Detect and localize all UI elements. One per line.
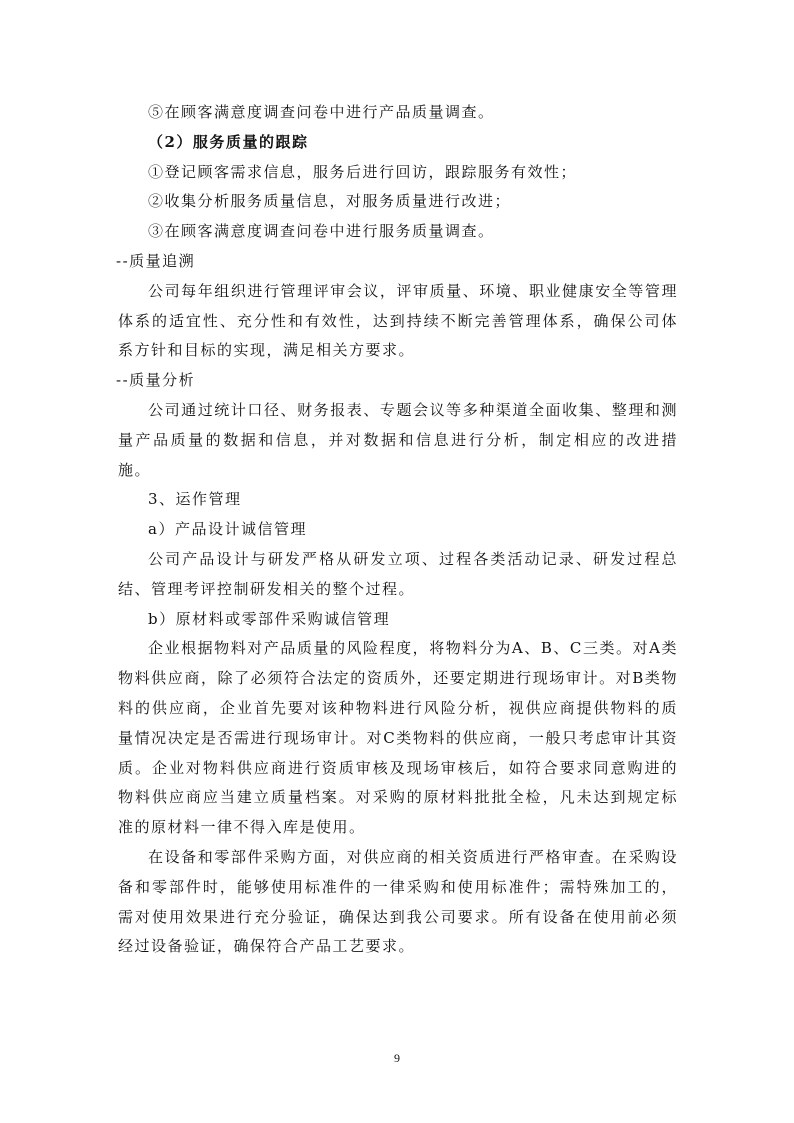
paragraph: 企业根据物料对产品质量的风险程度，将物料分为A、B、C三类。对A类物料供应商，除了必须符合法定的资质外，还要定期进行现场审计。对B类物料的供应商，企业首先要对该种物料进行风险分析，视供应商提供物料的质量情况决定是否需进行现场审计。对C类物料的供应商，一般只考虑审计其资质。企业对物料供应商进行资质审核及现场审核后，如符合要求同意购进的物料供应商应当建立质量档案。对采购的原材料批批全检，凡未达到规定标准的原材料一律不得入库是使用。: [118, 639, 678, 837]
paragraph: ①登记顾客需求信息，服务后进行回访，跟踪服务有效性；: [148, 162, 578, 181]
paragraph: 公司每年组织进行管理评审会议，评审质量、环境、职业健康安全等管理体系的适宜性、充分性和有效性，达到持续不断完善管理体系，确保公司体系方针和目标的实现，满足相关方要求。: [118, 281, 678, 360]
section-heading: 3、运作管理: [148, 490, 242, 509]
paragraph: ③在顾客满意度调查问卷中进行服务质量调查。: [148, 222, 495, 241]
document-body: [118, 98, 678, 962]
paragraph: ⑤在顾客满意度调查问卷中进行产品质量调查。: [148, 103, 495, 121]
subsection-label: --质量追溯: [116, 251, 196, 270]
paragraph: 公司产品设计与研发严格从研发立项、过程各类活动记录、研发过程总结、管理考评控制研发相关的整个过程。: [118, 549, 678, 598]
page-number: 9: [394, 1051, 400, 1065]
paragraph: 公司通过统计口径、财务报表、专题会议等多种渠道全面收集、整理和测量产品质量的数据和信息，并对数据和信息进行分析，制定相应的改进措施。: [118, 400, 678, 479]
subsection-heading: b）原材料或零部件采购诚信管理: [148, 609, 391, 628]
subsection-label: --质量分析: [116, 371, 196, 390]
section-heading: （2）服务质量的跟踪: [148, 132, 309, 151]
paragraph: ②收集分析服务质量信息，对服务质量进行改进；: [148, 192, 512, 211]
subsection-heading: a）产品设计诚信管理: [148, 520, 307, 539]
paragraph: 在设备和零部件采购方面，对供应商的相关资质进行严格审查。在采购设备和零部件时，能够使用标准件的一律采购和使用标准件；需特殊加工的，需对使用效果进行充分验证，确保达到我公司要求。所有设备在使用前必须经过设备验证，确保符合产品工艺要求。: [118, 847, 678, 956]
